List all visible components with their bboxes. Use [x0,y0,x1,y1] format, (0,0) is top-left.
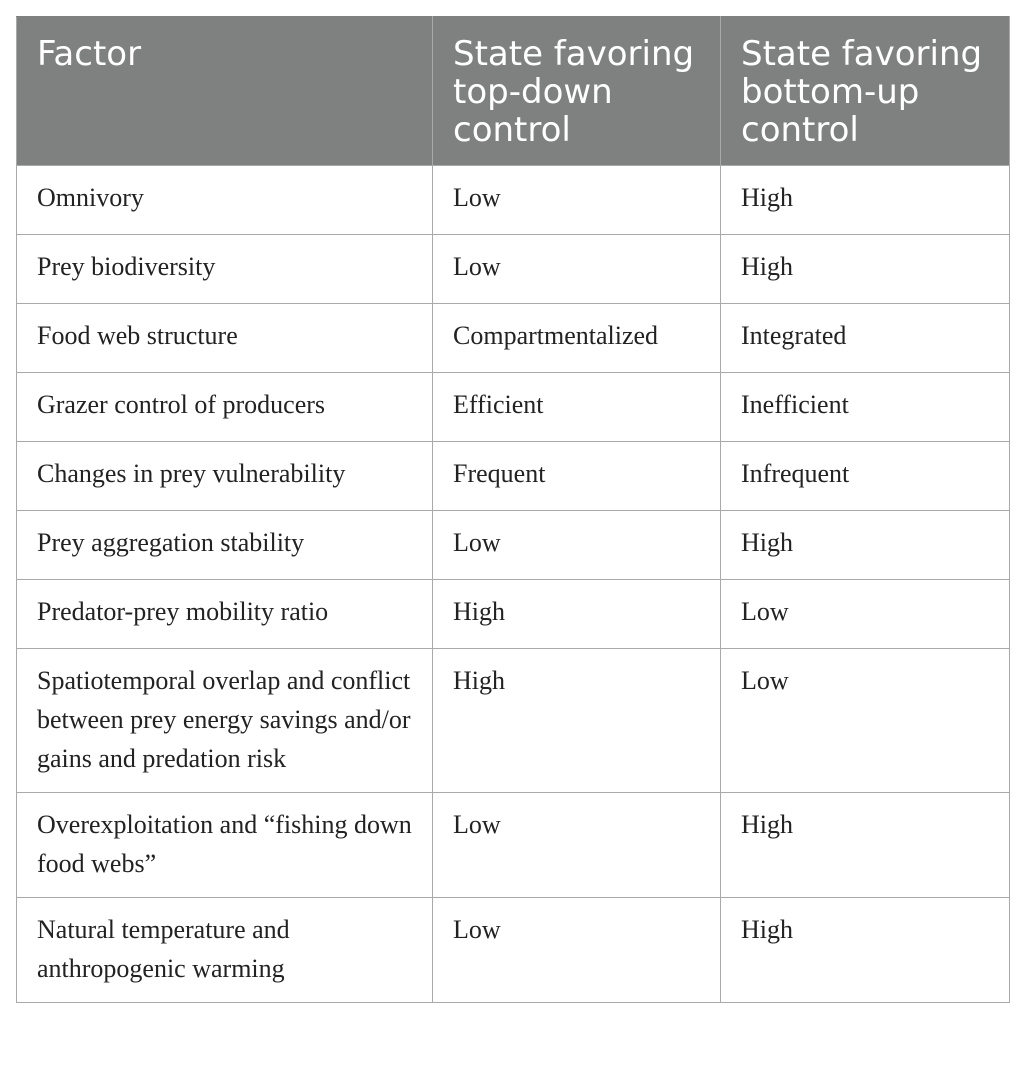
header-factor: Factor [17,17,433,166]
top-down-cell: Efficient [433,373,721,442]
top-down-cell: Compartmentalized [433,304,721,373]
factor-comparison-table [16,16,1010,1003]
table-row [17,373,1010,442]
table-row [17,235,1010,304]
bottom-up-cell: Infrequent [721,442,1010,511]
factor-cell: Prey aggregation stability [17,511,433,580]
bottom-up-cell: High [721,898,1010,1003]
factor-cell: Overexploitation and “fishing down food webs” [17,793,433,898]
factor-cell: Predator-prey mobility ratio [17,580,433,649]
top-down-cell: High [433,580,721,649]
factor-cell: Food web structure [17,304,433,373]
table-row [17,166,1010,235]
table-row [17,442,1010,511]
comparison-table-container [16,16,1009,1003]
top-down-cell: Frequent [433,442,721,511]
header-top-down: State favoring top-down control [433,17,721,166]
table-row [17,511,1010,580]
table-row [17,580,1010,649]
factor-cell: Prey biodiversity [17,235,433,304]
bottom-up-cell: High [721,166,1010,235]
table-row [17,898,1010,1003]
top-down-cell: Low [433,793,721,898]
bottom-up-cell: High [721,511,1010,580]
table-header-row [17,17,1010,166]
bottom-up-cell: Inefficient [721,373,1010,442]
factor-cell: Changes in prey vulnerability [17,442,433,511]
table-row [17,304,1010,373]
bottom-up-cell: Low [721,649,1010,793]
top-down-cell: Low [433,898,721,1003]
table-row [17,793,1010,898]
top-down-cell: Low [433,166,721,235]
table-row [17,649,1010,793]
top-down-cell: Low [433,511,721,580]
bottom-up-cell: Integrated [721,304,1010,373]
bottom-up-cell: High [721,793,1010,898]
factor-cell: Spatiotemporal overlap and conflict between prey energy savings and/or gains and predation risk [17,649,433,793]
top-down-cell: Low [433,235,721,304]
bottom-up-cell: Low [721,580,1010,649]
top-down-cell: High [433,649,721,793]
factor-cell: Natural temperature and anthropogenic warming [17,898,433,1003]
factor-cell: Omnivory [17,166,433,235]
bottom-up-cell: High [721,235,1010,304]
header-bottom-up: State favoring bottom-up control [721,17,1010,166]
factor-cell: Grazer control of producers [17,373,433,442]
